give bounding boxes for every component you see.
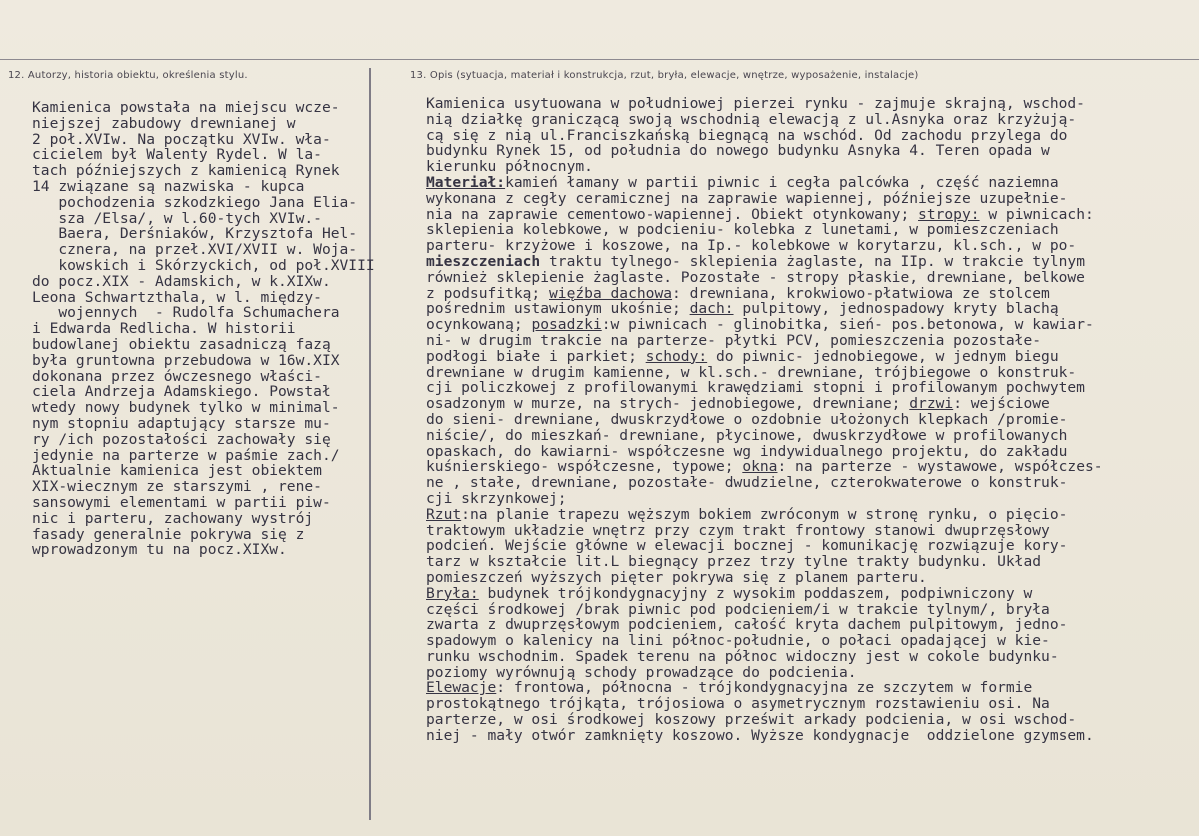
text-line [426, 333, 1103, 349]
text-line: wojennych - Rudolfa Schumachera [32, 304, 340, 322]
text-line [426, 349, 1103, 365]
text-segment: : frontowa, północna - trójkondygnacyjna ze szczytem w formie [496, 679, 1033, 697]
text-segment: z podsufitką; [426, 284, 550, 302]
top-rule [0, 59, 1199, 60]
text-line: nym stopniu adaptujący starsze mu- [32, 414, 331, 432]
text-line [426, 143, 1103, 159]
text-line [426, 633, 1103, 649]
text-line [426, 380, 1103, 396]
text-line: sza /Elsa/, w l.60-tych XVIw.- [32, 209, 322, 227]
section-12-heading: 12. Autorzy, historia obiektu, określenia stylu. [8, 70, 248, 81]
text-line [426, 238, 1103, 254]
text-line: wprowadzonym tu na pocz.XIXw. [32, 541, 287, 559]
text-line [426, 301, 1103, 317]
section-keyword: okna [742, 458, 778, 476]
section-keyword: stropy: [918, 205, 980, 223]
text-line: nic i parteru, zachowany wystrój [32, 509, 314, 527]
history-text-column [32, 100, 375, 558]
text-line [426, 444, 1103, 460]
text-line [426, 602, 1103, 618]
text-line: niejszej zabudowy drewnianej w [32, 114, 296, 132]
text-line [426, 728, 1103, 744]
section-keyword: dach: [689, 300, 734, 318]
text-line [426, 96, 1103, 112]
text-segment: pomieszczeń wyższych pięter pokrywa się z planem parteru. [426, 568, 927, 586]
text-segment: ocynkowaną; [426, 316, 532, 334]
text-segment: kuśnierskiego- współczesne, typowe; [426, 458, 743, 476]
text-line: dokonana przez ówczesnego właści- [32, 367, 322, 385]
section-keyword: posadzki [531, 316, 602, 334]
text-line: XIX-wiecznym ze starszymi , rene- [32, 478, 322, 496]
text-segment: niście/, do mieszkań- drewniane, płycinowe, dwuskrzydłowe w profilowanych [426, 426, 1068, 444]
text-line [426, 270, 1103, 286]
text-segment: parterze, w osi środkowej koszowy prześwit arkady podcienia, w osi wschod- [426, 711, 1077, 729]
text-line [426, 317, 1103, 333]
text-segment: osadzonym w murze, na strych- jednobiegowe, drewniane; [426, 395, 910, 413]
text-segment: prostokątnego trójkąta, trójosiowa o asymetrycznym rozstawieniu osi. Na [426, 695, 1050, 713]
section-keyword: schody: [645, 347, 708, 365]
text-line: ciela Andrzeja Adamskiego. Powstał [32, 383, 331, 401]
text-segment: podłogi białe i parkiet; [426, 347, 646, 365]
text-line [426, 586, 1103, 602]
text-line [426, 538, 1103, 554]
text-line [426, 222, 1103, 238]
text-segment: cji policzkowej z profilowanymi krawędziami stopni i profilowanym pochwytem [426, 379, 1085, 397]
text-line: 2 poł.XVIw. Na początku XVIw. wła- [32, 130, 331, 148]
text-line [426, 680, 1103, 696]
text-line [426, 396, 1103, 412]
text-line: kowskich i Skórzyckich, od poł.XVIII [32, 256, 375, 274]
section-keyword: mieszczeniach [426, 252, 541, 270]
text-line: Kamienica powstała na miejscu wcze- [32, 99, 340, 116]
text-line [426, 507, 1103, 523]
text-segment: kierunku północnym. [426, 158, 593, 176]
text-segment: poziomy wyrównują schody prowadzące do podcienia. [426, 663, 857, 681]
text-segment: niej - mały otwór zamknięty koszowo. Wyższe kondygnacje oddzielone gzymsem. [426, 726, 1094, 744]
text-segment: w piwnicach: [979, 205, 1094, 223]
text-line: jedynie na parterze w paśmie zach./ [32, 446, 340, 464]
text-line: fasady generalnie pokrywa się z [32, 525, 305, 543]
text-line: budowlanej obiektu zasadniczą fazą [32, 335, 331, 353]
text-line [426, 159, 1103, 175]
text-line: wtedy nowy budynek tylko w minimal- [32, 399, 340, 417]
text-line [426, 112, 1103, 128]
text-line [426, 128, 1103, 144]
text-segment: pośrednim ustawionym ukośnie; [426, 300, 690, 318]
section-keyword: więźba dachowa [549, 284, 673, 302]
section-keyword: Bryła: [426, 584, 479, 602]
text-segment: cą się z nią ul.Franciszkańską biegnącą na wschód. Od zachodu przylega do [426, 126, 1068, 144]
text-line: Aktualnie kamienica jest obiektem [32, 462, 322, 480]
text-line [426, 207, 1103, 223]
text-line [426, 412, 1103, 428]
text-segment: : na parterze - wystawowe, współczes- [777, 458, 1103, 476]
text-line [426, 191, 1103, 207]
text-line [426, 554, 1103, 570]
text-segment: nia na zaprawie cementowo-wapiennej. Obiekt otynkowany; [426, 205, 919, 223]
section-keyword: Elewacje [426, 679, 497, 697]
text-segment: części środkowej /brak piwnic pod podcieniem/i w trakcie tylnym/, bryła [426, 600, 1050, 618]
text-segment: budynek trójkondygnacyjny z wysokim poddaszem, podpiwniczony w [478, 584, 1033, 602]
text-segment: wykonana z cegły ceramicznej na zaprawie wapiennej, późniejsze uzupełnie- [426, 189, 1068, 207]
text-segment: do piwnic- jednobiegowe, w jednym biegu [707, 347, 1059, 365]
text-line: i Edwarda Redlicha. W historii [32, 320, 296, 338]
text-segment: runku wschodnim. Spadek terenu na północ widoczny jest w cokole budynku- [426, 647, 1059, 665]
text-segment: nią działkę graniczącą swoją wschodnią elewacją z ul.Asnyka oraz krzyżują- [426, 110, 1077, 128]
text-line [426, 428, 1103, 444]
text-line: cicielem był Walenty Rydel. W la- [32, 146, 322, 164]
section-keyword: drzwi [909, 395, 954, 413]
text-line [426, 665, 1103, 681]
text-segment: pulpitowy, jednospadowy kryty blachą [733, 300, 1059, 318]
section-keyword: Materiał: [426, 173, 506, 191]
text-segment: traktowym układzie wnętrz przy czym trakt frontowy stanowi dwuprzęsłowy [426, 521, 1050, 539]
text-segment: opaskach, do kawiarni- współczesne wg indywidualnego projektu, do zakładu [426, 442, 1068, 460]
text-line: 14 związane są nazwiska - kupca [32, 177, 305, 195]
description-text-column [426, 96, 1103, 744]
text-line [426, 365, 1103, 381]
text-segment: sklepienia kolebkowe, w podcieniu- kolebka z lunetami, w pomieszczeniach [426, 221, 1059, 239]
text-segment: spadowym o kalenicy na lini północ-południe, o połaci opadającej w kie- [426, 632, 1050, 650]
text-line [426, 570, 1103, 586]
text-line [426, 286, 1103, 302]
text-segment: do sieni- drewniane, dwuskrzydłowe o ozdobnie ułożonych klepkach /promie- [426, 410, 1068, 428]
text-line: sansowymi elementami w partii piw- [32, 493, 331, 511]
text-segment: podcień. Wejście główne w elewacji bocznej - komunikację rozwiązuje kory- [426, 537, 1068, 555]
text-line [426, 696, 1103, 712]
text-segment: :w piwnicach - glinobitka, sień- pos.betonowa, w kawiar- [601, 316, 1094, 334]
text-line: cznera, na przeł.XVI/XVII w. Woja- [32, 241, 358, 259]
text-line: Leona Schwartzthala, w l. między- [32, 288, 322, 306]
section-13-heading: 13. Opis (sytuacja, materiał i konstrukcja, rzut, bryła, elewacje, wnętrze, wyposażenie, instalacje) [410, 70, 919, 81]
text-segment: ne , stałe, drewniane, pozostałe- dwudzielne, czterokwaterowe o konstruk- [426, 474, 1068, 492]
text-segment: zwarta z dwuprzęsłowym podcieniem, całość kryta dachem pulpitowym, jedno- [426, 616, 1068, 634]
text-line [426, 475, 1103, 491]
text-line: do pocz.XIX - Adamskich, w k.XIXw. [32, 272, 331, 290]
text-line: była gruntowna przebudowa w 16w.XIX [32, 351, 340, 369]
text-line [426, 459, 1103, 475]
text-segment: : drewniana, krokwiowo-płatwiowa ze stolcem [672, 284, 1050, 302]
text-line [426, 617, 1103, 633]
text-line: Baera, Derśniaków, Krzysztofa Hel- [32, 225, 358, 243]
text-segment: drewniane w drugim kamienne, w kl.sch.- drewniane, trójbiegowe o konstruk- [426, 363, 1077, 381]
text-segment: traktu tylnego- sklepienia żaglaste, na IIp. w trakcie tylnym [540, 252, 1085, 270]
text-line [426, 491, 1103, 507]
section-keyword: Rzut [426, 505, 462, 523]
text-segment: cji skrzynkowej; [426, 489, 567, 507]
text-segment: :na planie trapezu węższym bokiem zwróconym w stronę rynku, o pięcio- [461, 505, 1068, 523]
text-segment: ni- w drugim trakcie na parterze- płytki PCV, pomieszczenia pozostałe- [426, 331, 1042, 349]
text-segment: : wejściowe [953, 395, 1050, 413]
text-line [426, 254, 1103, 270]
text-segment: Kamienica usytuowana w południowej pierzei rynku - zajmuje skrajną, wschod- [426, 95, 1085, 112]
text-segment: również sklepienie żaglaste. Pozostałe - stropy płaskie, drewniane, belkowe [426, 268, 1085, 286]
text-segment: parteru- krzyżowe i koszowe, na Ip.- kolebkowe w korytarzu, kl.sch., w po- [426, 237, 1077, 255]
text-line [426, 175, 1103, 191]
text-line: ry /ich pozostałości zachowały się [32, 430, 331, 448]
text-line [426, 649, 1103, 665]
text-line [426, 712, 1103, 728]
text-segment: tarz w kształcie lit.L biegnący przez trzy tylne trakty budynku. Układ [426, 553, 1042, 571]
text-line [426, 523, 1103, 539]
text-line: tach późniejszych z kamienicą Rynek [32, 162, 340, 180]
text-segment: budynku Rynek 15, od południa do nowego budynku Asnyka 4. Teren opada w [426, 142, 1050, 160]
text-line: pochodzenia szkodzkiego Jana Elia- [32, 193, 358, 211]
text-segment: kamień łamany w partii piwnic i cegła palcówka , część naziemna [505, 173, 1059, 191]
